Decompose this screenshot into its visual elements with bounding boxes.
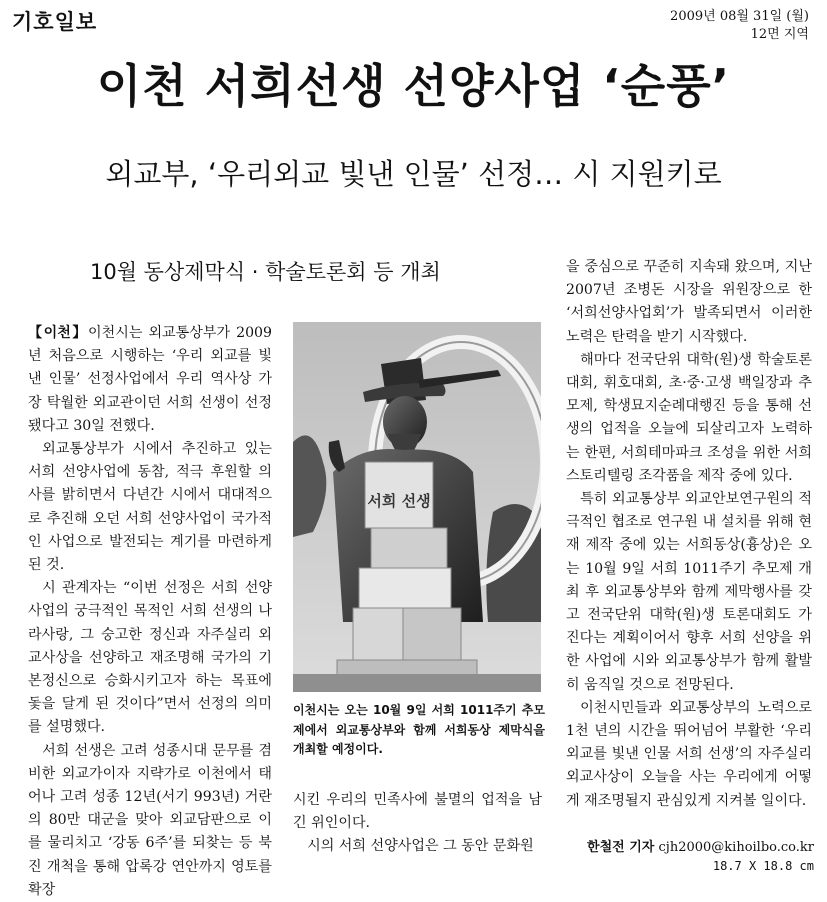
article-headline: 이천 서희선생 선양사업 ‘순풍’	[96, 59, 731, 113]
paragraph: 이천시민들과 외교통상부의 노력으로 1천 년의 시간을 뛰어넘어 부활한 ‘우리 외교를 빛낸 인물 서희 선생’의 자주실리 외교사상이 오늘을 사는 우리에게 어떻게 재조명될지 관심있게 지켜볼 일이다.	[566, 699, 812, 809]
paragraph: 시킨 우리의 민족사에 불멸의 업적을 남긴 위인이다.	[293, 792, 542, 832]
paragraph: 외교통상부가 시에서 추진하고 있는 서희 선양사업에 동참, 적극 후원할 의사를 밝히면서 다년간 시에서 대대적으로 추진해 오던 서희 선양사업이 국가적인 사업으로 발전되는 계기를 마련하게 된 것.	[28, 441, 272, 574]
page-section: 12면 지역	[750, 27, 809, 42]
article-column-2	[293, 789, 542, 859]
statue-inscription: 서희 선생	[367, 492, 431, 510]
issue-date: 2009년 08월 31일 (월)	[670, 9, 809, 24]
paragraph: 시 관계자는 “이번 선정은 서희 선양사업의 궁극적인 목적인 서희 선생의 나라사랑, 그 숭고한 정신과 자주실리 외교사상을 선양하고 재조명해 국가의 기본정신으로 승화시키고자 하는 목표에 돛을 달게 된 것이다”면서 선정의 의미를 설명했다.	[28, 580, 272, 736]
article-subheadline: 외교부, ‘우리외교 빛낸 인물’ 선정… 시 지원키로	[105, 157, 722, 191]
byline	[587, 836, 814, 855]
lead-paragraph: 【이천】이천시는 외교통상부가 2009년 처음으로 시행하는 ‘우리 외교를 빛낸 인물’ 선정사업에서 우리 역사상 가장 탁월한 외교관이던 서희 선생이 선정됐다고 30일 전했다.	[28, 325, 272, 434]
statue-photo-illustration	[293, 322, 541, 692]
dateline	[670, 8, 809, 44]
paragraph: 특히 외교통상부 외교안보연구원의 적극적인 협조로 연구원 내 설치를 위해 현재 제작 중에 있는 서희동상(흉상)은 오는 10월 9일 서희 1011주기 추모제 개최 후 외교통상부와 함께 제막행사를 갖고 전국단위 대학(원)생 토론대회도 가진다는 계획이어서 향후 서희 선양을 위한 사업에 시와 외교통상부가 함께 활발히 움직일 것으로 전망된다.	[566, 491, 812, 693]
statue-photo	[293, 322, 541, 692]
paragraph: 해마다 전국단위 대학(원)생 학술토론대회, 휘호대회, 초·중·고생 백일장과 추모제, 학생묘지순례대행진 등을 통해 선생의 업적을 오늘에 되살리고자 노력하는 한편, 서희테마파크 조성을 위한 서희스토리텔링 조각품을 제작 중에 있다.	[566, 351, 812, 484]
photo-caption: 이천시는 오는 10월 9일 서희 1011주기 추모제에서 외교통상부와 함께 서희동상 제막식을 개최할 예정이다.	[293, 703, 545, 756]
newspaper-masthead: 기호일보	[12, 10, 98, 34]
paragraph: 서희 선생은 고려 성종시대 문무를 겸비한 외교가이자 지략가로 이천에서 태어나 고려 성종 12년(서기 993년) 거란의 80만 대군을 맞아 외교담판으로 이를 물리치고 ‘강동 6주’를 되찾는 등 북진 개척을 통해 압록강 연안까지 영토를 확장	[28, 742, 272, 898]
clipping-dimensions: 18.7 X 18.8 cm	[712, 859, 814, 873]
article-column-3	[566, 256, 812, 813]
article-column-1	[28, 322, 272, 902]
paragraph: 을 중심으로 꾸준히 지속돼 왔으며, 지난 2007년 조병돈 시장을 위원장으로 한 ‘서희선양사업회’가 발족되면서 이러한 노력은 탄력을 받기 시작했다.	[566, 259, 812, 345]
location-tag: 【이천】	[28, 325, 88, 341]
paragraph: 시의 서희 선양사업은 그 동안 문화원	[307, 838, 534, 855]
reporter-name: 한철전 기자	[587, 840, 655, 855]
reporter-email: cjh2000@kihoilbo.co.kr	[658, 840, 814, 855]
section-subtitle: 10월 동상제막식 · 학술토론회 등 개최	[90, 260, 441, 284]
